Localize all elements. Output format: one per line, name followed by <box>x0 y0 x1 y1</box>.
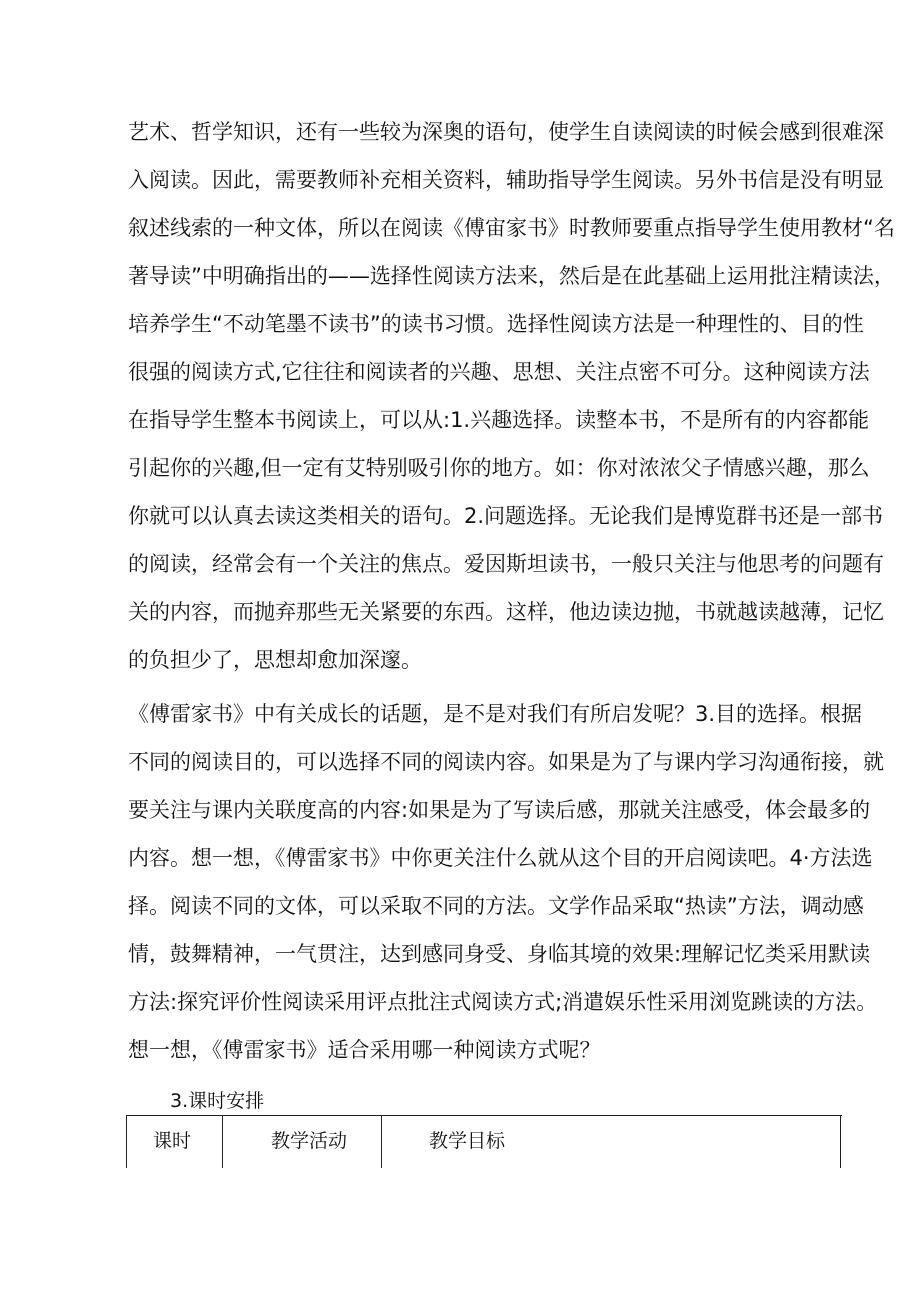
text-line: 要关注与课内关联度高的内容:如果是为了写读后感，那就关注感受，体会最多的 <box>128 798 871 822</box>
text-line: 情，鼓舞精神，一气贯注，达到感同身受、身临其境的效果:理解记忆类采用默读 <box>128 942 871 966</box>
text-line: 叙述线索的一种文体，所以在阅读《傅宙家书》时教师要重点指导学生使用教材“名 <box>128 216 895 240</box>
text-line: 艺术、哲学知识，还有一些较为深奥的语句，使学生自读阅读的时候会感到很难深 <box>128 120 884 144</box>
text-line: 著导读”中明确指出的——选择性阅读方法来，然后是在此基础上运用批注精读法， <box>128 264 895 288</box>
table-header-activity: 教学活动 <box>271 1130 348 1152</box>
text-line: 关的内容，而抛弃那些无关紧要的东西。这样，他边读边抛，书就越读越薄，记忆 <box>128 600 884 624</box>
text-line: 的阅读，经常会有一个关注的焦点。爱因斯坦读书，一般只关注与他思考的问题有 <box>128 552 884 576</box>
table-column-divider <box>222 1116 223 1168</box>
text-line: 很强的阅读方式,它往往和阅读者的兴趣、思想、关注点密不可分。这种阅读方法 <box>128 360 870 384</box>
text-line: 《傅雷家书》中有关成长的话题，是不是对我们有所启发呢？3.目的选择。根据 <box>128 702 863 726</box>
schedule-table <box>126 1115 842 1168</box>
text-line: 你就可以认真去读这类相关的语句。2.问题选择。无论我们是博览群书还是一部书 <box>128 504 884 528</box>
table-border-right <box>840 1116 841 1168</box>
table-border-left <box>126 1116 127 1168</box>
text-line: 引起你的兴趣,但一定有艾特别吸引你的地方。如：你对浓浓父子情感兴趣，那么 <box>128 456 870 480</box>
text-line: 方法:探究评价性阅读采用评点批注式阅读方式;消遣娱乐性采用浏览跳读的方法。 <box>128 990 878 1014</box>
section-heading: 3.课时安排 <box>170 1090 265 1112</box>
text-line: 入阅读。因此，需要教师补充相关资料，辅助指导学生阅读。另外书信是没有明显 <box>128 168 884 192</box>
text-line: 想一想，《傅雷家书》适合采用哪一种阅读方式呢？ <box>128 1038 601 1062</box>
text-line: 择。阅读不同的文体，可以采取不同的方法。文学作品采取“热读”方法，调动感 <box>128 894 864 918</box>
text-line: 的负担少了，思想却愈加深邃。 <box>128 648 422 672</box>
text-line: 在指导学生整本书阅读上，可以从:1.兴趣选择。读整本书，不是所有的内容都能 <box>128 408 870 432</box>
text-line: 培养学生“不动笔墨不读书”的读书习惯。选择性阅读方法是一种理性的、目的性 <box>128 312 864 336</box>
table-column-divider <box>381 1116 382 1168</box>
table-header-period: 课时 <box>153 1130 192 1152</box>
table-header-goal: 教学目标 <box>429 1130 506 1152</box>
text-line: 不同的阅读目的，可以选择不同的阅读内容。如果是为了与课内学习沟通衔接，就 <box>128 750 884 774</box>
text-line: 内容。想一想，《傅雷家书》中你更关注什么就从这个目的开启阅读吧。4·方法选 <box>128 846 873 870</box>
